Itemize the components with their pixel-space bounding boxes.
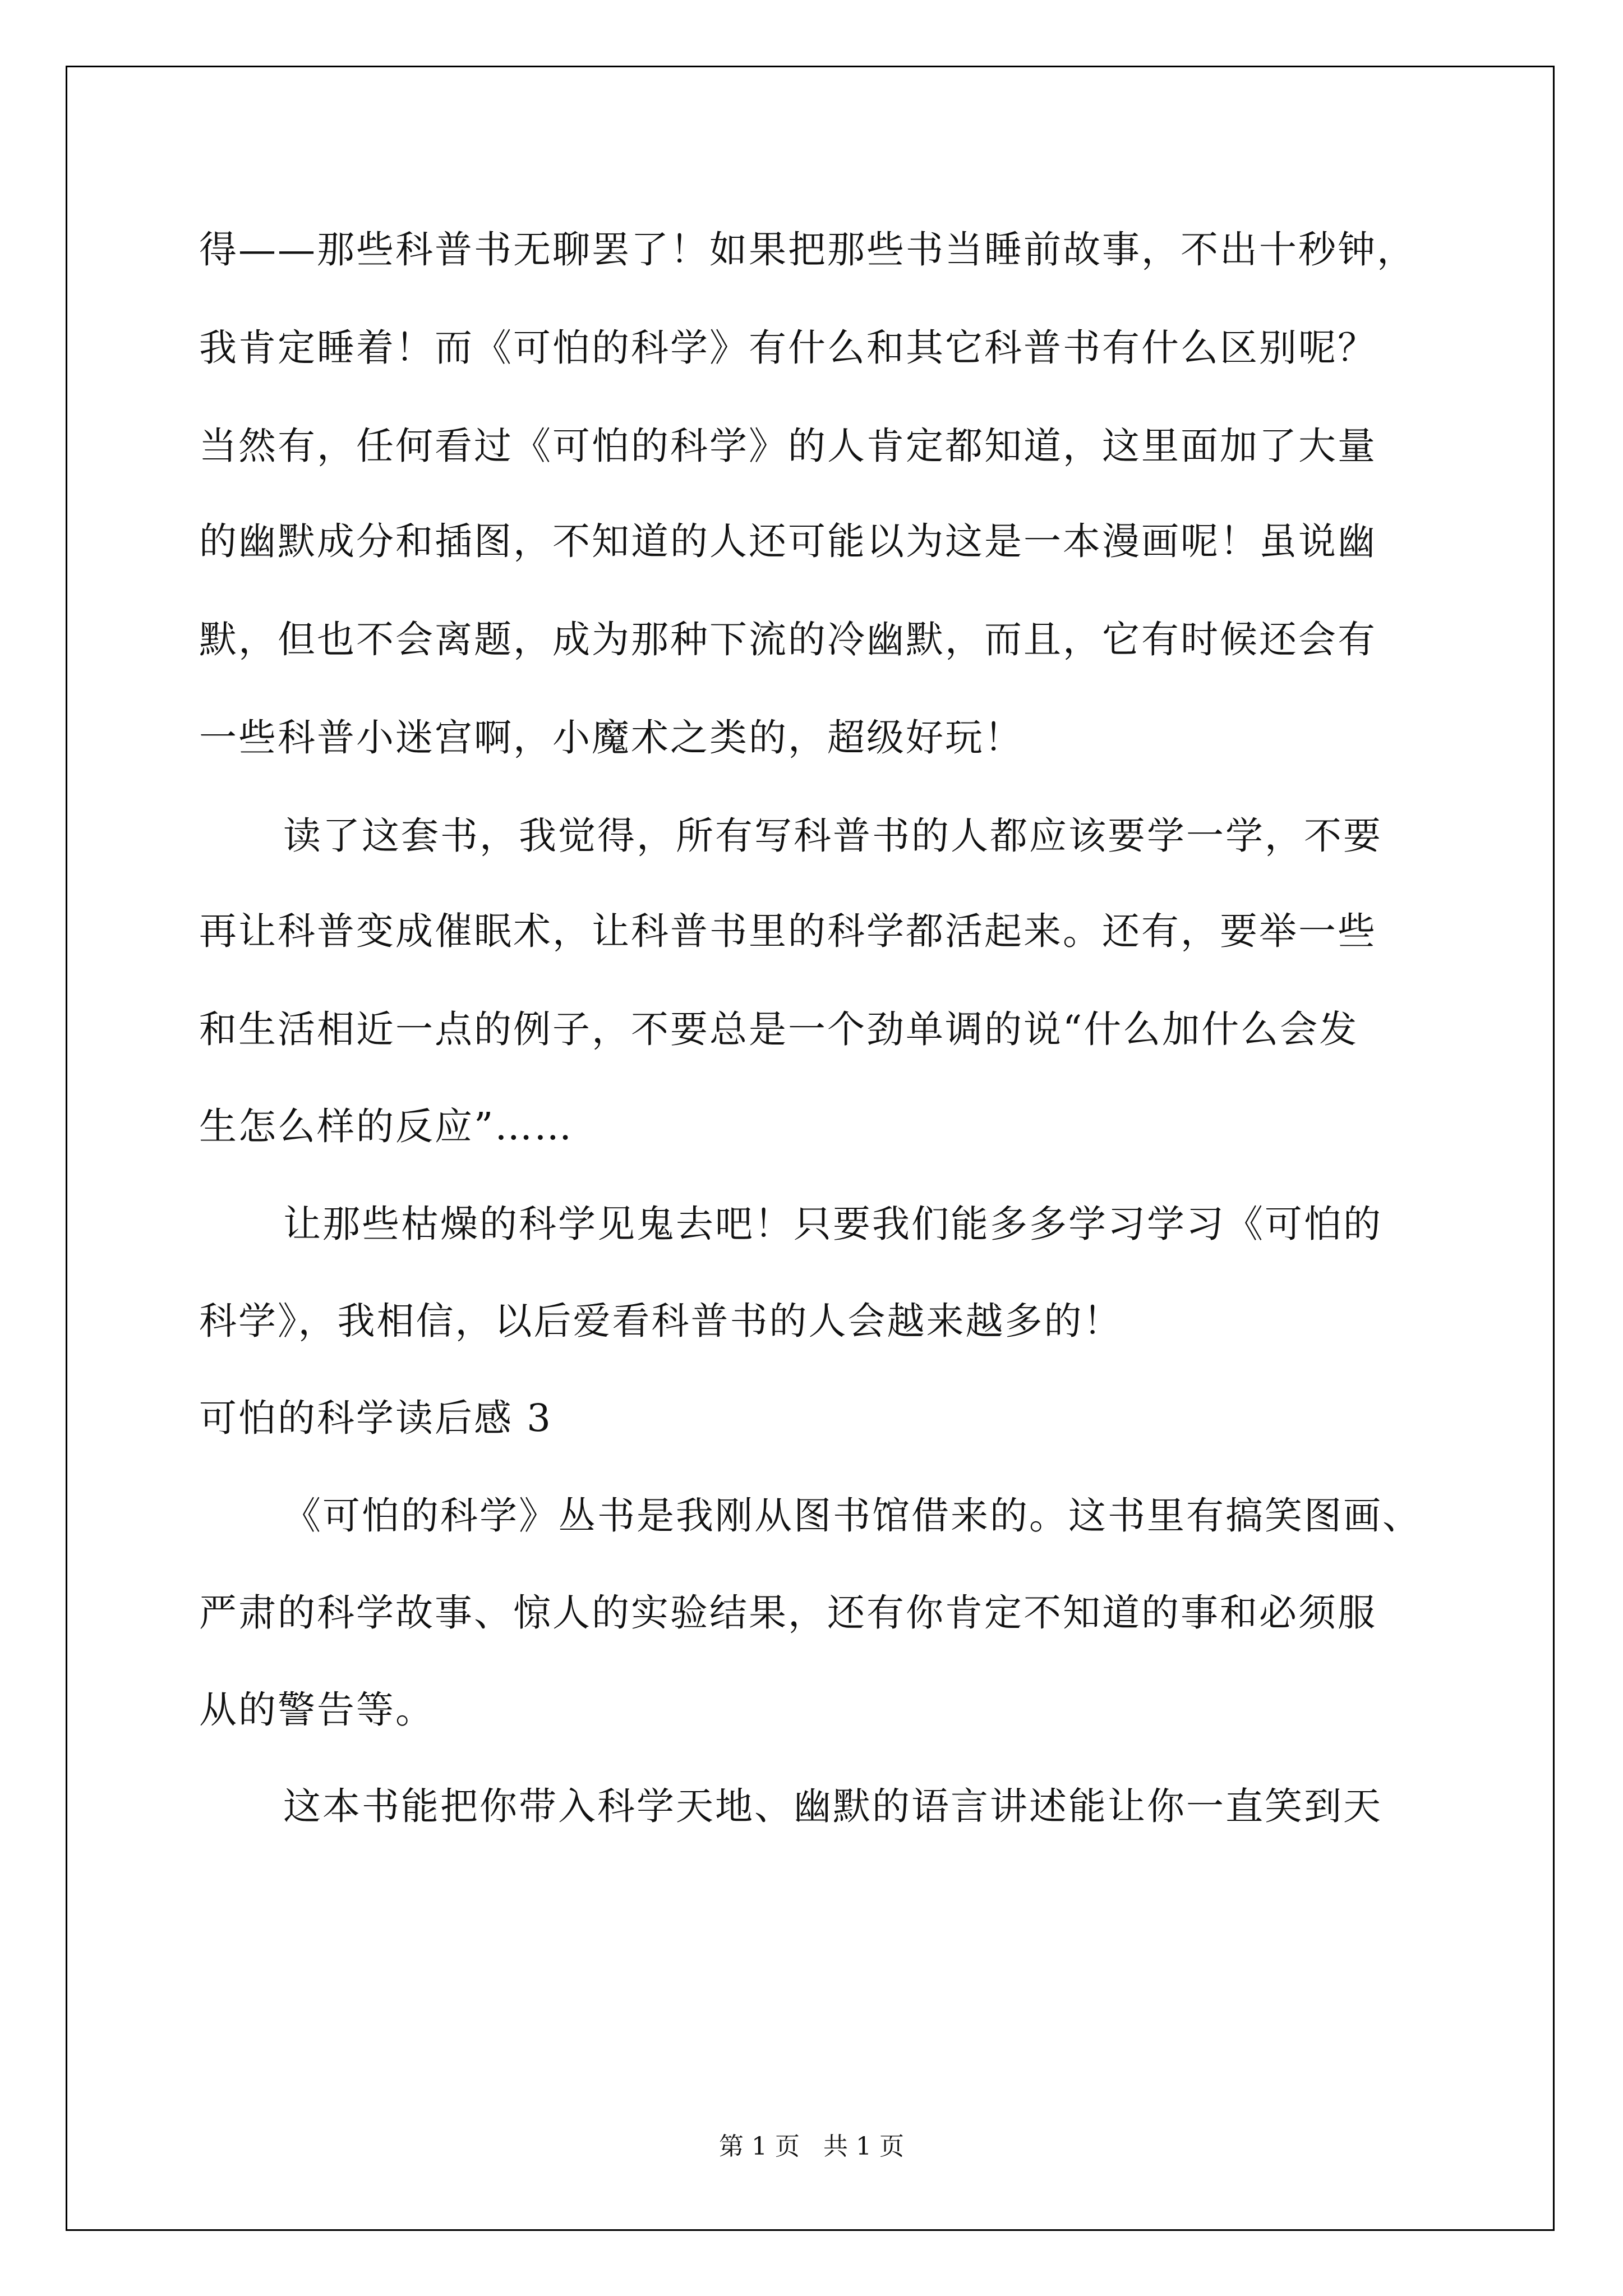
page-footer: 第 1 页 共 1 页: [719, 2132, 904, 2161]
body-text-line: 一些科普小迷宫啊，小魔术之类的，超级好玩！: [199, 716, 1023, 760]
body-text-line: 我肯定睡着！而《可怕的科学》有什么和其它科普书有什么区别呢？: [199, 326, 1377, 370]
body-text-line: 和生活相近一点的例子，不要总是一个劲单调的说“什么加什么会发: [199, 1007, 1359, 1051]
body-text-line: 再让科普变成催眠术，让科普书里的科学都活起来。还有，要举一些: [199, 909, 1377, 953]
body-text-line: 得——那些科普书无聊罢了！如果把那些书当睡前故事，不出十秒钟，: [199, 228, 1416, 272]
body-text-line: 科学》，我相信，以后爱看科普书的人会越来越多的！: [199, 1299, 1123, 1343]
body-text-line: 当然有，任何看过《可怕的科学》的人肯定都知道，这里面加了大量: [199, 424, 1377, 468]
body-text-line: 从的警告等。: [199, 1688, 435, 1732]
body-text-line: 的幽默成分和插图，不知道的人还可能以为这是一本漫画呢！虽说幽: [199, 519, 1377, 563]
paragraph-first-line: 这本书能把你带入科学天地、幽默的语言讲述能让你一直笑到天: [283, 1784, 1382, 1828]
paragraph-first-line: 让那些枯燥的科学见鬼去吧！只要我们能多多学习学习《可怕的: [283, 1202, 1382, 1246]
paragraph-first-line: 读了这套书，我觉得，所有写科普书的人都应该要学一学，不要: [283, 814, 1382, 858]
body-text-line: 默，但也不会离题，成为那种下流的冷幽默，而且，它有时候还会有: [199, 618, 1377, 661]
body-text-line: 生怎么样的反应”……: [199, 1105, 574, 1148]
body-text-line: 严肃的科学故事、惊人的实验结果，还有你肯定不知道的事和必须服: [199, 1591, 1377, 1635]
paragraph-first-line: 《可怕的科学》丛书是我刚从图书馆借来的。这书里有搞笑图画、: [283, 1494, 1422, 1538]
section-heading: 可怕的科学读后感 3: [199, 1396, 552, 1440]
